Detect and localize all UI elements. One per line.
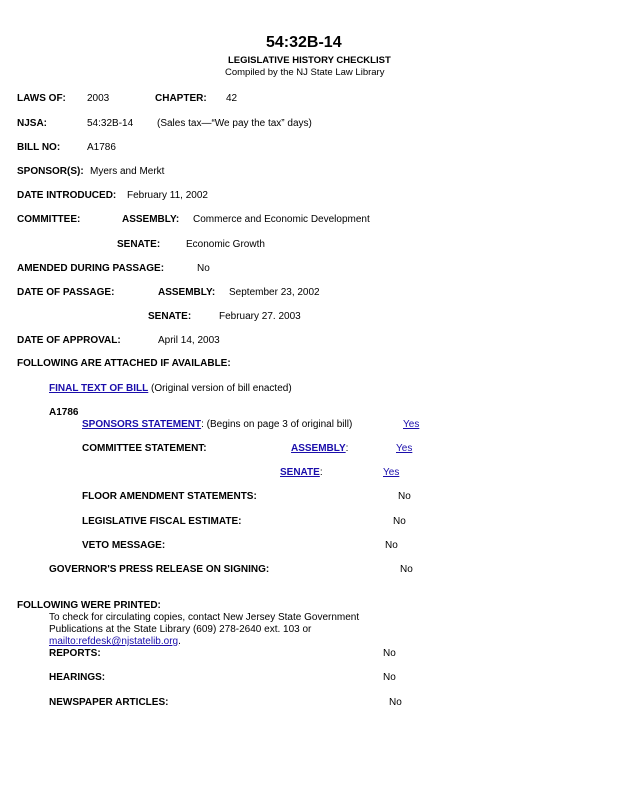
committee-senate-yes-link[interactable]: Yes (383, 467, 400, 478)
date-of-approval-label: DATE OF APPROVAL: (17, 335, 121, 346)
fiscal-estimate-label: LEGISLATIVE FISCAL ESTIMATE: (82, 516, 242, 527)
final-text-link[interactable]: FINAL TEXT OF BILL (49, 383, 149, 394)
laws-of-value: 2003 (87, 93, 110, 104)
committee-senate-label: SENATE: (117, 239, 161, 250)
floor-amendment-label: FLOOR AMENDMENT STATEMENTS: (82, 491, 257, 502)
committee-assembly-colon: : (345, 443, 349, 454)
reports-label: REPORTS: (49, 648, 101, 659)
committee-assembly-yes-link[interactable]: Yes (396, 443, 413, 454)
committee-assembly-link[interactable]: ASSEMBLY (291, 443, 346, 454)
passage-senate-label: SENATE: (148, 311, 192, 322)
printed-mail-row (49, 636, 181, 648)
reports-value: No (383, 648, 396, 659)
veto-value: No (385, 540, 398, 551)
committee-senate-row (280, 467, 323, 479)
newspaper-value: No (389, 697, 402, 708)
committee-senate-value: Economic Growth (186, 239, 265, 250)
committee-statement-label: COMMITTEE STATEMENT: (82, 443, 207, 454)
newspaper-label: NEWSPAPER ARTICLES: (49, 697, 169, 708)
printed-heading: FOLLOWING WERE PRINTED: (17, 600, 161, 611)
hearings-value: No (383, 672, 396, 683)
compiled-by: Compiled by the NJ State Law Library (225, 67, 385, 78)
fiscal-estimate-value: No (393, 516, 406, 527)
final-text-row (49, 383, 292, 395)
njsa-note: (Sales tax—“We pay the tax” days) (157, 118, 312, 129)
floor-amendment-value: No (398, 491, 411, 502)
amended-value: No (197, 263, 210, 274)
final-text-note: (Original version of bill enacted) (151, 383, 292, 394)
date-introduced-label: DATE INTRODUCED: (17, 190, 117, 201)
page-title: 54:32B-14 (266, 34, 342, 51)
attached-heading: FOLLOWING ARE ATTACHED IF AVAILABLE: (17, 358, 231, 369)
passage-assembly-value: September 23, 2002 (229, 287, 320, 298)
governor-label: GOVERNOR'S PRESS RELEASE ON SIGNING: (49, 564, 270, 575)
passage-assembly-label: ASSEMBLY: (158, 287, 216, 298)
committee-assembly-value: Commerce and Economic Development (193, 214, 370, 225)
sponsors-statement-yes-link[interactable]: Yes (403, 419, 420, 430)
bill-no-value: A1786 (87, 142, 116, 153)
committee-senate-link[interactable]: SENATE (280, 467, 320, 478)
mail-period: . (178, 636, 181, 647)
amended-label: AMENDED DURING PASSAGE: (17, 263, 165, 274)
sponsors-statement-link[interactable]: SPONSORS STATEMENT (82, 419, 202, 430)
committee-assembly-label: ASSEMBLY: (122, 214, 180, 225)
sponsors-label: SPONSOR(S): (17, 166, 84, 177)
date-of-approval-value: April 14, 2003 (158, 335, 220, 346)
committee-assembly-row (291, 443, 348, 455)
printed-note-line2: Publications at the State Library (609) 278-2640 ext. 103 or (49, 624, 312, 635)
sponsors-value: Myers and Merkt (90, 166, 165, 177)
njsa-value: 54:32B-14 (87, 118, 134, 129)
njsa-label: NJSA: (17, 118, 48, 129)
hearings-label: HEARINGS: (49, 672, 106, 683)
chapter-label: CHAPTER: (155, 93, 207, 104)
date-of-passage-label: DATE OF PASSAGE: (17, 287, 115, 298)
committee-label: COMMITTEE: (17, 214, 81, 225)
refdesk-mail-link[interactable]: mailto:refdesk@njstatelib.org (49, 636, 179, 647)
governor-value: No (400, 564, 413, 575)
checklist-subtitle: LEGISLATIVE HISTORY CHECKLIST (228, 55, 391, 66)
printed-note-line1: To check for circulating copies, contact New Jersey State Government (49, 612, 360, 623)
attached-bill-number: A1786 (49, 407, 79, 418)
passage-senate-value: February 27. 2003 (219, 311, 301, 322)
chapter-value: 42 (226, 93, 238, 104)
sponsors-statement-row (82, 419, 352, 431)
sponsors-statement-note: : (Begins on page 3 of original bill) (201, 419, 353, 430)
laws-of-label: LAWS OF: (17, 93, 66, 104)
committee-senate-colon: : (319, 467, 323, 478)
date-introduced-value: February 11, 2002 (127, 190, 208, 201)
bill-no-label: BILL NO: (17, 142, 61, 153)
veto-label: VETO MESSAGE: (82, 540, 166, 551)
